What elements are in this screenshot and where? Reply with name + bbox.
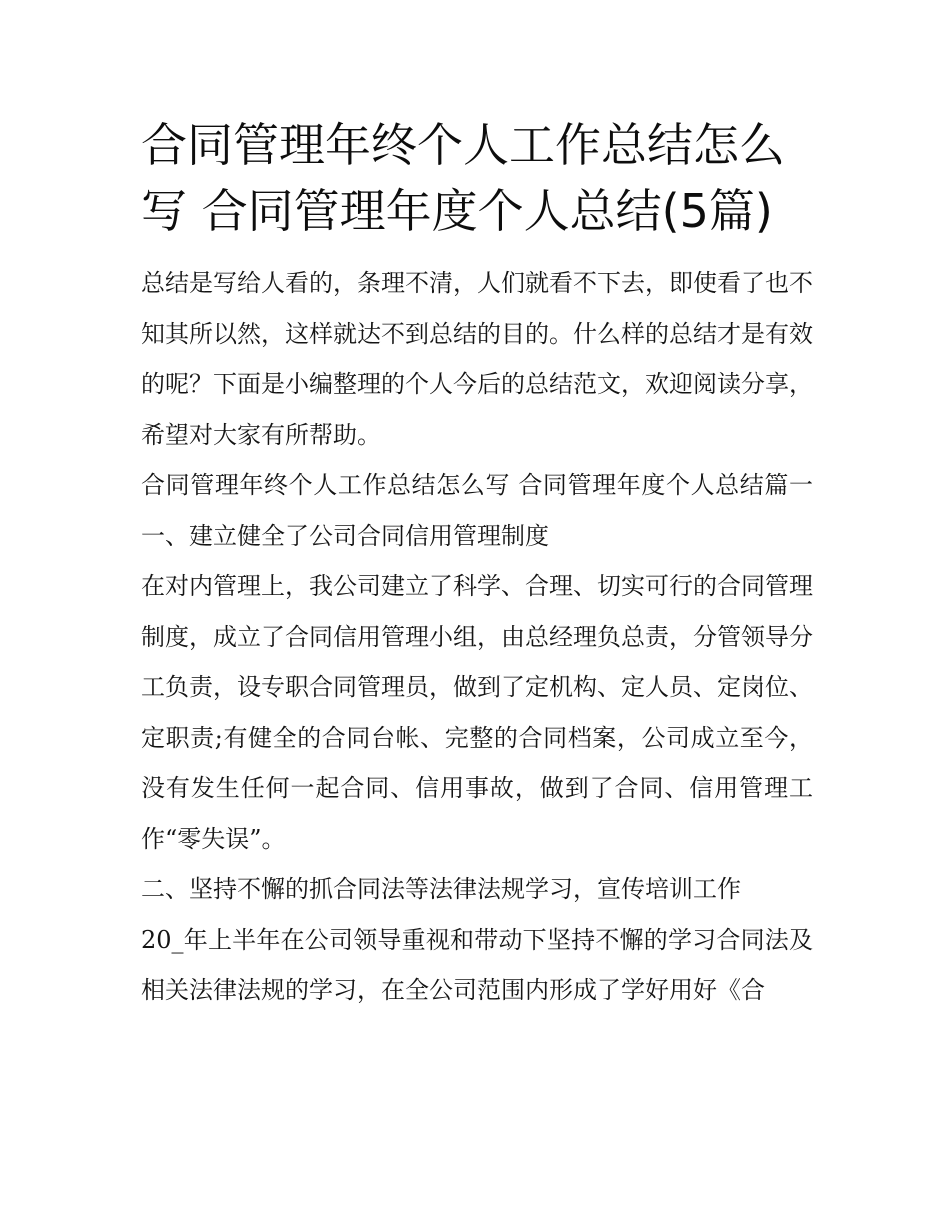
intro-paragraph: 总结是写给人看的，条理不清，人们就看不下去，即使看了也不知其所以然，这样就达不到总结的目的。什么样的总结才是有效的呢？下面是小编整理的个人今后的总结范文，欢迎阅读分享，希望对大家有所帮助。 [141, 269, 813, 449]
section-heading-1: 合同管理年终个人工作总结怎么写 合同管理年度个人总结篇一 一、建立健全了公司合同信用管理制度 [141, 471, 813, 550]
document-body [141, 112, 813, 1016]
body-paragraph-2: 20_年上半年在公司领导重视和带动下坚持不懈的学习合同法及相关法律法规的学习，在全公司范围内形成了学好用好《合 [141, 925, 813, 1004]
section-heading-2: 二、坚持不懈的抓合同法等法律法规学习，宣传培训工作 [141, 875, 741, 903]
document-title: 合同管理年终个人工作总结怎么写 合同管理年度个人总结(5篇) [141, 118, 785, 238]
body-paragraph-1: 在对内管理上，我公司建立了科学、合理、切实可行的合同管理制度，成立了合同信用管理小组，由总经理负总责，分管领导分工负责，设专职合同管理员，做到了定机构、定人员、定岗位、定职责;有健全的合同台帐、完整的合同档案，公司成立至今，没有发生任何一起合同、信用事故，做到了合同、信用管理工作“零失误”。 [141, 572, 813, 853]
